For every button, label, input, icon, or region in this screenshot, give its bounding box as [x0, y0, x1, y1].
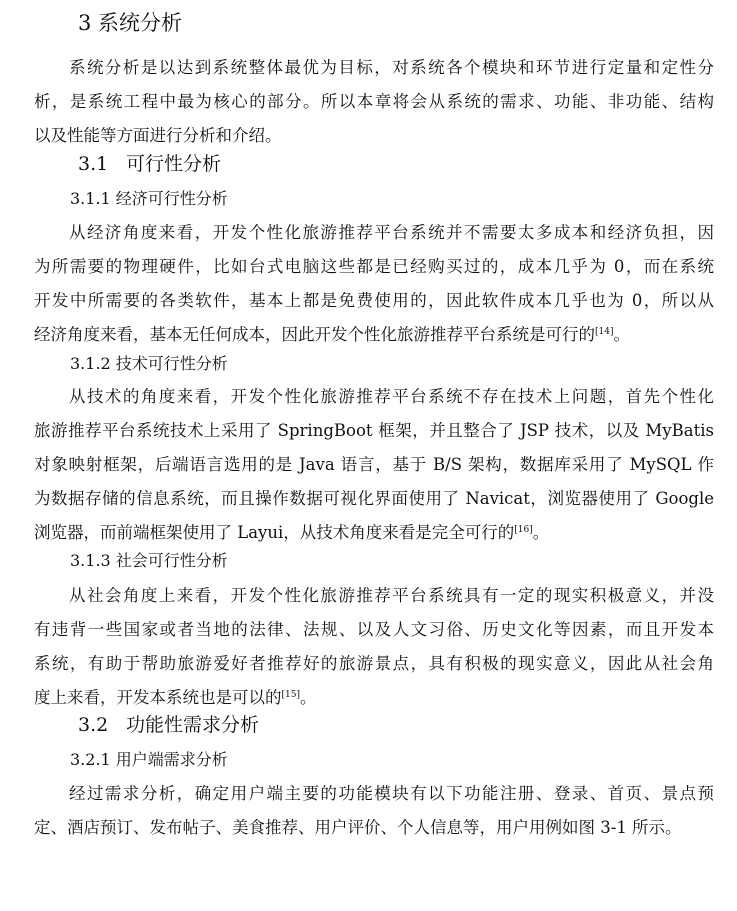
paragraph-line — [34, 516, 714, 550]
intro-paragraph — [34, 51, 714, 153]
section-title: 可行性分析 — [126, 153, 222, 175]
section-heading-3-1 — [78, 149, 221, 179]
paragraph-line: 为所需要的物理硬件，比如台式电脑这些都是已经购买过的，成本几乎为 0，而在系统 — [34, 257, 714, 276]
technical-feasibility-paragraph — [34, 380, 714, 550]
section-heading-3-2 — [78, 710, 259, 740]
citation-ref: [16] — [514, 525, 533, 535]
section-title: 功能性需求分析 — [126, 714, 260, 736]
paragraph-line: 以及性能等方面进行分析和介绍。 — [34, 126, 282, 145]
line-text: 浏览器，而前端框架使用了 Layui，从技术角度来看是完全可行的 — [34, 523, 515, 542]
social-feasibility-paragraph — [34, 579, 714, 715]
user-requirements-paragraph — [34, 777, 714, 845]
chapter-heading: 3 系统分析 — [78, 11, 183, 35]
line-end: 。 — [299, 688, 317, 707]
line-end: 。 — [613, 325, 630, 344]
paragraph-line: 对象映射框架，后端语言选用的是 Java 语言，基于 B/S 架构，数据库采用了 MySQL 作 — [34, 455, 714, 474]
paragraph-line: 定、酒店预订、发布帖子、美食推荐、用户评价、个人信息等，用户用例如图 3-1 所示。 — [34, 818, 682, 837]
economic-feasibility-paragraph — [34, 216, 714, 352]
citation-ref: [15] — [281, 690, 300, 700]
section-number: 3.1 — [78, 153, 109, 175]
paragraph-line: 旅游推荐平台系统技术上采用了 SpringBoot 框架，并且整合了 JSP 技术，以及 MyBatis — [34, 421, 714, 440]
line-text: 经济角度来看，基本无任何成本，因此开发个性化旅游推荐平台系统是可行的 — [34, 325, 595, 344]
subsection-heading-3-1-3: 3.1.3 社会可行性分析 — [70, 551, 228, 570]
subsection-heading-3-1-1: 3.1.1 经济可行性分析 — [70, 189, 228, 208]
paragraph-line: 从社会角度上来看，开发个性化旅游推荐平台系统具有一定的现实积极意义，并没 — [69, 586, 714, 605]
paragraph-line: 开发中所需要的各类软件，基本上都是免费使用的，因此软件成本几乎也为 0，所以从 — [34, 291, 714, 310]
paragraph-line: 为数据存储的信息系统，而且操作数据可视化界面使用了 Navicat，浏览器使用了 Google — [34, 489, 714, 508]
paragraph-line — [34, 318, 714, 352]
line-end: 。 — [532, 523, 550, 542]
section-number: 3.2 — [78, 714, 109, 736]
paragraph-line: 有违背一些国家或者当地的法律、法规、以及人文习俗、历史文化等因素，而且开发本 — [34, 620, 714, 639]
paragraph-line: 系统分析是以达到系统整体最优为目标，对系统各个模块和环节进行定量和定性分 — [69, 58, 714, 77]
subsection-heading-3-2-1: 3.2.1 用户端需求分析 — [70, 750, 228, 769]
line-text: 度上来看，开发本系统也是可以的 — [34, 688, 282, 707]
paragraph-line: 从技术的角度来看，开发个性化旅游推荐平台系统不存在技术上问题，首先个性化 — [69, 387, 714, 406]
paragraph-line: 从经济角度来看，开发个性化旅游推荐平台系统并不需要太多成本和经济负担，因 — [69, 223, 714, 242]
paragraph-line: 系统，有助于帮助旅游爱好者推荐好的旅游景点，具有积极的现实意义，因此从社会角 — [34, 654, 714, 673]
paragraph-line: 经过需求分析，确定用户端主要的功能模块有以下功能注册、登录、首页、景点预 — [69, 784, 714, 803]
paragraph-line: 析，是系统工程中最为核心的部分。所以本章将会从系统的需求、功能、非功能、结构 — [34, 92, 714, 111]
citation-ref: [14] — [595, 327, 614, 337]
subsection-heading-3-1-2: 3.1.2 技术可行性分析 — [70, 354, 228, 373]
